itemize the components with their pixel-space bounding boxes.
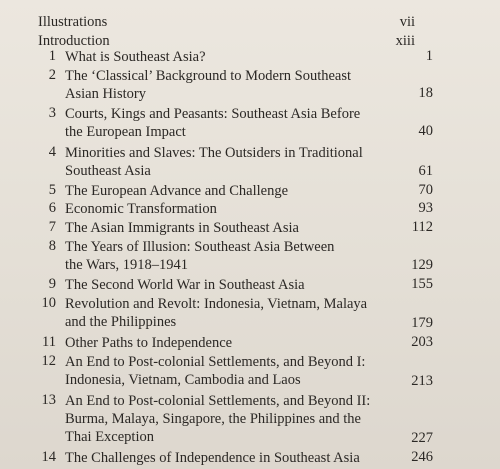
chapter-title: An End to Post-colonial Settlements, and Beyond I: Indonesia, Vietnam, Cambodia and Laos — [65, 354, 366, 388]
chapter-page: 18 — [418, 85, 433, 101]
front-matter-page: xiii — [395, 33, 415, 49]
chapter-page: 179 — [411, 315, 433, 331]
chapter-title: Economic Transformation — [65, 201, 217, 217]
chapter-title: Other Paths to Independence — [65, 335, 233, 351]
chapter-title: The Challenges of Independence in Southeast Asia — [65, 450, 360, 466]
chapter-number: 2 — [48, 67, 56, 83]
chapter-title: The Asian Immigrants in Southeast Asia — [65, 220, 299, 236]
chapter-number: 1 — [48, 48, 56, 64]
chapter-page: 227 — [411, 430, 433, 446]
chapter-title: An End to Post-colonial Settlements, and Beyond II: Burma, Malaya, Singapore, the Philippines and the Thai Exception — [65, 393, 371, 445]
chapter-page: 40 — [418, 123, 433, 139]
front-matter-row — [0, 14, 500, 32]
chapter-title: Courts, Kings and Peasants: Southeast Asia Before the European Impact — [65, 106, 361, 140]
chapter-title: The European Advance and Challenge — [65, 183, 289, 199]
chapter-number: 14 — [41, 449, 56, 465]
chapter-page: 155 — [411, 276, 433, 292]
chapter-page: 213 — [411, 373, 433, 389]
chapter-number: 11 — [42, 334, 56, 350]
chapter-number: 4 — [48, 144, 56, 160]
chapter-title: What is Southeast Asia? — [65, 49, 206, 65]
front-matter-title: Illustrations — [38, 14, 108, 30]
chapter-number: 3 — [48, 105, 56, 121]
chapter-number: 12 — [41, 353, 56, 369]
front-matter-title: Introduction — [38, 33, 110, 49]
chapter-title: Minorities and Slaves: The Outsiders in Traditional Southeast Asia — [65, 145, 363, 179]
chapter-page: 246 — [411, 449, 433, 465]
chapter-title: Revolution and Revolt: Indonesia, Vietnam, Malaya and the Philippines — [65, 296, 368, 330]
chapter-page: 1 — [425, 48, 433, 64]
chapter-page: 112 — [411, 219, 433, 235]
chapter-number: 13 — [41, 392, 56, 408]
chapter-number: 5 — [48, 182, 56, 198]
chapter-number: 6 — [48, 200, 56, 216]
chapter-title: The Years of Illusion: Southeast Asia Between the Wars, 1918–1941 — [65, 239, 335, 273]
front-matter-page: vii — [399, 14, 415, 30]
chapter-number: 7 — [48, 219, 56, 235]
chapter-page: 61 — [418, 163, 433, 179]
chapter-title: The ‘Classical’ Background to Modern Southeast Asian History — [65, 68, 352, 102]
chapter-page: 93 — [418, 200, 433, 216]
chapter-number: 8 — [48, 238, 56, 254]
chapter-number: 9 — [48, 276, 56, 292]
chapter-title: The Second World War in Southeast Asia — [65, 277, 305, 293]
chapter-number: 10 — [41, 295, 56, 311]
chapter-page: 129 — [411, 257, 433, 273]
chapter-page: 70 — [418, 182, 433, 198]
chapter-page: 203 — [411, 334, 433, 350]
